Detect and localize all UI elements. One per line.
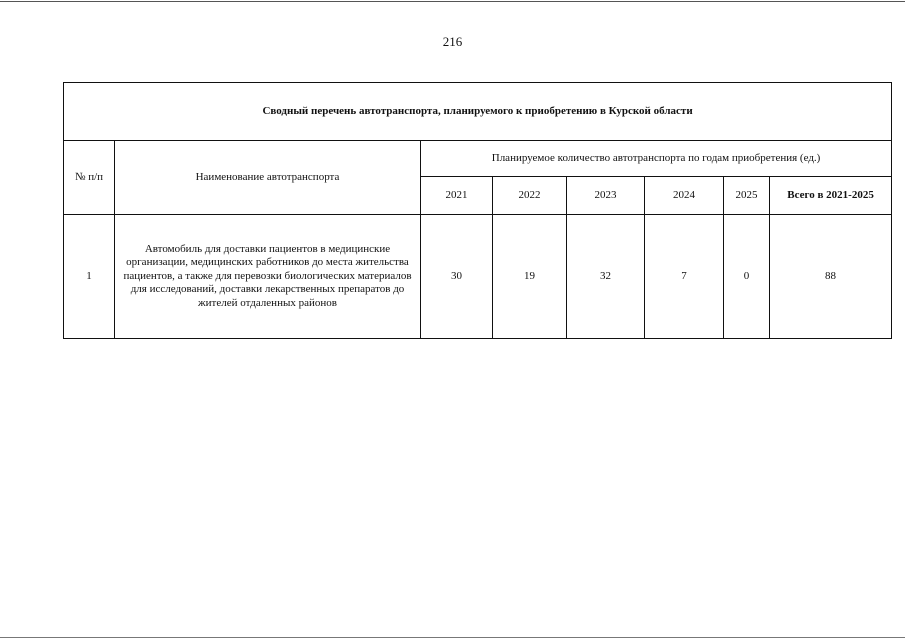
row-num: 1 — [64, 215, 115, 339]
header-name: Наименование автотранспорта — [115, 141, 421, 215]
header-row-1 — [64, 141, 892, 177]
value-2022: 19 — [493, 215, 567, 339]
transport-table — [63, 82, 892, 339]
header-year-2025: 2025 — [724, 177, 770, 215]
header-total: Всего в 2021-2025 — [770, 177, 892, 215]
page-number: 216 — [442, 34, 463, 49]
value-2021: 30 — [421, 215, 493, 339]
value-2024: 7 — [645, 215, 724, 339]
header-num: № п/п — [64, 141, 115, 215]
top-scan-rule — [0, 1, 905, 2]
value-2023: 32 — [567, 215, 645, 339]
table-row — [64, 215, 892, 339]
title-row — [64, 83, 892, 141]
row-name: Автомобиль для доставки пациентов в медицинские организации, медицинских работников до места жительства пациентов, а также для перевозки биологических материалов для исследований, доставки лекарственных препаратов до жителей отдаленных районов — [115, 215, 421, 339]
header-year-2023: 2023 — [567, 177, 645, 215]
bottom-scan-rule — [0, 637, 905, 638]
value-total: 88 — [770, 215, 892, 339]
table-title: Сводный перечень автотранспорта, планируемого к приобретению в Курской области — [64, 83, 892, 141]
header-year-2022: 2022 — [493, 177, 567, 215]
header-year-2024: 2024 — [645, 177, 724, 215]
header-year-group: Планируемое количество автотранспорта по годам приобретения (ед.) — [421, 141, 892, 177]
header-year-2021: 2021 — [421, 177, 493, 215]
value-2025: 0 — [724, 215, 770, 339]
